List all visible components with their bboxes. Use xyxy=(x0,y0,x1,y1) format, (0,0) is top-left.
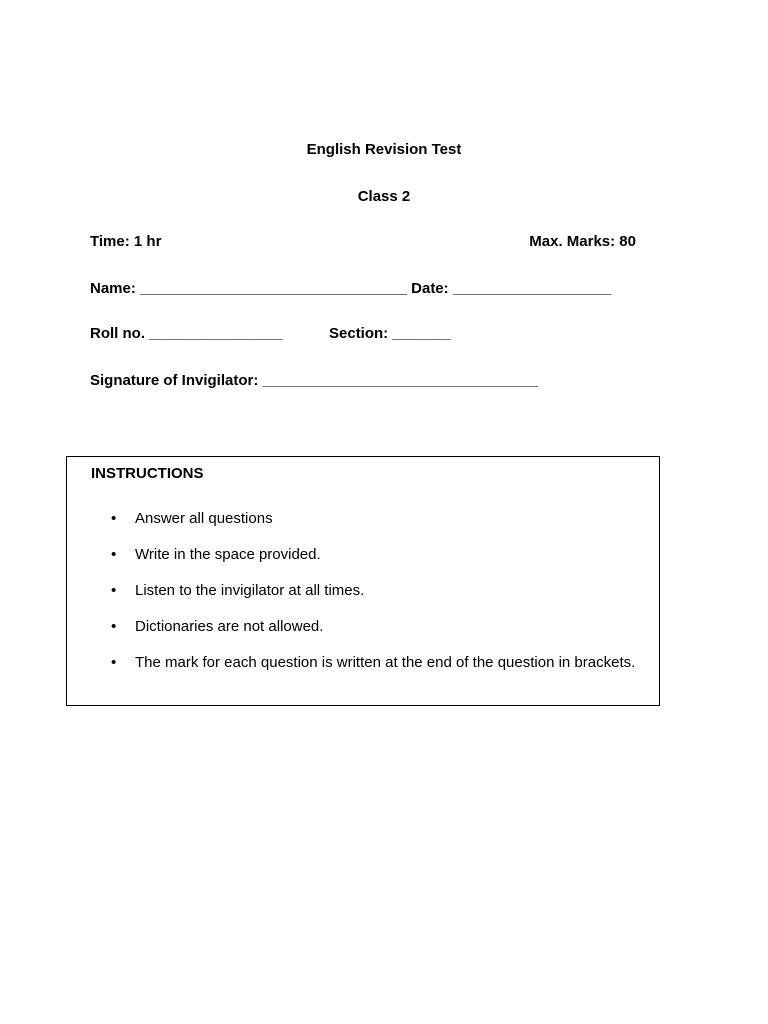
invigilator-signature-field: Signature of Invigilator: _________________________________ xyxy=(90,372,538,389)
instruction-text: The mark for each question is written at the end of the question in brackets. xyxy=(135,654,636,671)
time-label: Time: 1 hr xyxy=(90,233,162,250)
instruction-text: Listen to the invigilator at all times. xyxy=(135,582,365,599)
bullet-icon: • xyxy=(111,546,117,563)
instruction-text: Write in the space provided. xyxy=(135,546,321,563)
class-heading: Class 2 xyxy=(357,188,411,205)
name-date-field: Name: ________________________________ Date: ___________________ xyxy=(90,280,612,297)
instructions-title: INSTRUCTIONS xyxy=(91,465,204,482)
bullet-icon: • xyxy=(111,510,117,527)
instruction-text: Answer all questions xyxy=(135,510,273,527)
section-field: Section: _______ xyxy=(329,325,451,342)
bullet-icon: • xyxy=(111,582,117,599)
max-marks-label: Max. Marks: 80 xyxy=(529,233,636,250)
roll-no-field: Roll no. ________________ xyxy=(90,325,283,342)
instruction-item xyxy=(111,654,636,726)
bullet-icon: • xyxy=(111,654,117,671)
instruction-text: Dictionaries are not allowed. xyxy=(135,618,324,635)
bullet-icon: • xyxy=(111,618,117,635)
instructions-box xyxy=(66,456,660,706)
test-title: English Revision Test xyxy=(306,141,462,158)
